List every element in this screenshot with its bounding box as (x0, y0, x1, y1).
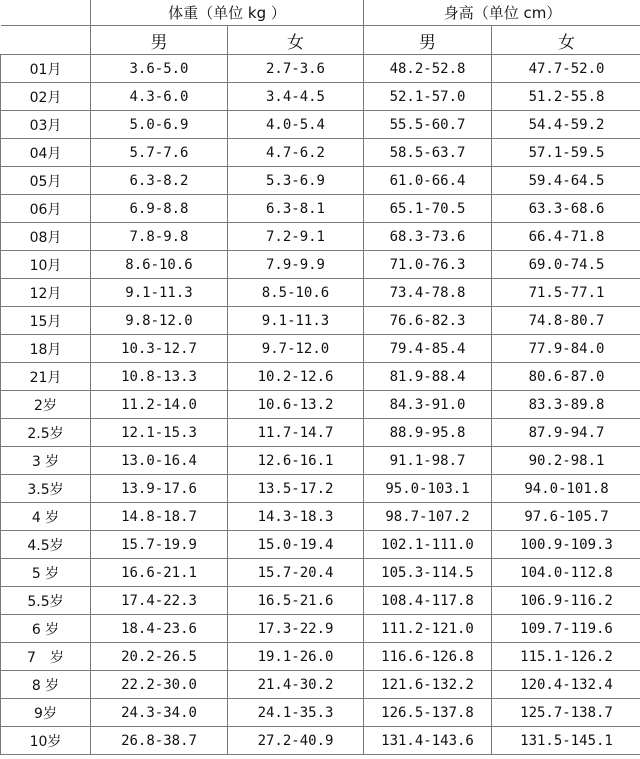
table-row (1, 307, 640, 335)
weight-female-cell: 2.7-3.6 (228, 55, 364, 83)
table-row (1, 391, 640, 419)
height-male-cell: 116.6-126.8 (364, 643, 492, 671)
weight-female-cell: 8.5-10.6 (228, 279, 364, 307)
weight-male-cell: 18.4-23.6 (91, 615, 228, 643)
weight-male-cell: 4.3-6.0 (91, 83, 228, 111)
height-female-cell: 54.4-59.2 (492, 111, 640, 139)
weight-male-cell: 9.1-11.3 (91, 279, 228, 307)
weight-female-cell: 7.9-9.9 (228, 251, 364, 279)
age-cell: 05月 (1, 167, 91, 195)
age-cell: 08月 (1, 223, 91, 251)
weight-female-cell: 5.3-6.9 (228, 167, 364, 195)
weight-female-cell: 11.7-14.7 (228, 419, 364, 447)
weight-male-cell: 6.9-8.8 (91, 195, 228, 223)
weight-male-cell: 13.9-17.6 (91, 475, 228, 503)
weight-female-cell: 15.0-19.4 (228, 531, 364, 559)
header-row-sex (1, 26, 640, 55)
height-male-cell: 71.0-76.3 (364, 251, 492, 279)
weight-female-cell: 6.3-8.1 (228, 195, 364, 223)
weight-female-cell: 14.3-18.3 (228, 503, 364, 531)
weight-female-cell: 17.3-22.9 (228, 615, 364, 643)
height-female-cell: 57.1-59.5 (492, 139, 640, 167)
weight-female-header: 女 (228, 26, 364, 55)
height-female-cell: 83.3-89.8 (492, 391, 640, 419)
weight-female-cell: 27.2-40.9 (228, 727, 364, 755)
weight-male-cell: 17.4-22.3 (91, 587, 228, 615)
age-cell: 12月 (1, 279, 91, 307)
height-female-cell: 94.0-101.8 (492, 475, 640, 503)
age-cell: 03月 (1, 111, 91, 139)
age-cell: 8 岁 (1, 671, 91, 699)
height-female-cell: 131.5-145.1 (492, 727, 640, 755)
height-female-cell: 80.6-87.0 (492, 363, 640, 391)
weight-header: 体重（单位 kg ） (91, 0, 364, 26)
height-male-cell: 91.1-98.7 (364, 447, 492, 475)
height-female-cell: 90.2-98.1 (492, 447, 640, 475)
weight-female-cell: 24.1-35.3 (228, 699, 364, 727)
table-row (1, 587, 640, 615)
height-female-cell: 115.1-126.2 (492, 643, 640, 671)
table-body (1, 55, 640, 755)
age-cell: 4 岁 (1, 503, 91, 531)
weight-female-cell: 15.7-20.4 (228, 559, 364, 587)
weight-male-cell: 5.7-7.6 (91, 139, 228, 167)
weight-female-cell: 10.6-13.2 (228, 391, 364, 419)
height-male-cell: 55.5-60.7 (364, 111, 492, 139)
weight-female-cell: 4.7-6.2 (228, 139, 364, 167)
height-male-cell: 108.4-117.8 (364, 587, 492, 615)
height-female-cell: 100.9-109.3 (492, 531, 640, 559)
table-row (1, 475, 640, 503)
table-row (1, 83, 640, 111)
weight-female-cell: 16.5-21.6 (228, 587, 364, 615)
weight-female-cell: 13.5-17.2 (228, 475, 364, 503)
height-female-cell: 77.9-84.0 (492, 335, 640, 363)
height-male-cell: 48.2-52.8 (364, 55, 492, 83)
age-cell: 2.5岁 (1, 419, 91, 447)
weight-female-cell: 4.0-5.4 (228, 111, 364, 139)
age-cell: 5 岁 (1, 559, 91, 587)
table-row (1, 223, 640, 251)
weight-male-cell: 11.2-14.0 (91, 391, 228, 419)
weight-male-cell: 10.8-13.3 (91, 363, 228, 391)
table-row (1, 559, 640, 587)
weight-female-cell: 12.6-16.1 (228, 447, 364, 475)
table-row (1, 335, 640, 363)
age-cell: 4.5岁 (1, 531, 91, 559)
height-female-cell: 74.8-80.7 (492, 307, 640, 335)
weight-male-cell: 8.6-10.6 (91, 251, 228, 279)
height-male-cell: 88.9-95.8 (364, 419, 492, 447)
weight-male-cell: 16.6-21.1 (91, 559, 228, 587)
table-row (1, 195, 640, 223)
height-male-cell: 52.1-57.0 (364, 83, 492, 111)
table-row (1, 531, 640, 559)
weight-male-cell: 13.0-16.4 (91, 447, 228, 475)
age-cell: 9岁 (1, 699, 91, 727)
weight-male-cell: 6.3-8.2 (91, 167, 228, 195)
table-row (1, 139, 640, 167)
weight-male-cell: 24.3-34.0 (91, 699, 228, 727)
weight-male-cell: 15.7-19.9 (91, 531, 228, 559)
weight-female-cell: 7.2-9.1 (228, 223, 364, 251)
height-male-cell: 98.7-107.2 (364, 503, 492, 531)
table-row (1, 419, 640, 447)
height-male-cell: 58.5-63.7 (364, 139, 492, 167)
height-male-cell: 126.5-137.8 (364, 699, 492, 727)
weight-female-cell: 10.2-12.6 (228, 363, 364, 391)
table-row (1, 447, 640, 475)
table-row (1, 55, 640, 83)
table-row (1, 615, 640, 643)
height-female-cell: 66.4-71.8 (492, 223, 640, 251)
height-header: 身高（单位 cm） (364, 0, 640, 26)
height-female-cell: 51.2-55.8 (492, 83, 640, 111)
age-cell: 7 岁 (1, 643, 91, 671)
table-row (1, 671, 640, 699)
height-female-cell: 125.7-138.7 (492, 699, 640, 727)
height-female-cell: 97.6-105.7 (492, 503, 640, 531)
height-male-cell: 102.1-111.0 (364, 531, 492, 559)
table-row (1, 279, 640, 307)
weight-female-cell: 9.1-11.3 (228, 307, 364, 335)
header-row-group (1, 0, 640, 26)
height-female-cell: 87.9-94.7 (492, 419, 640, 447)
weight-female-cell: 9.7-12.0 (228, 335, 364, 363)
height-female-cell: 109.7-119.6 (492, 615, 640, 643)
height-male-cell: 111.2-121.0 (364, 615, 492, 643)
height-male-header: 男 (364, 26, 492, 55)
table-row (1, 251, 640, 279)
age-cell: 10岁 (1, 727, 91, 755)
height-female-cell: 59.4-64.5 (492, 167, 640, 195)
age-cell: 21月 (1, 363, 91, 391)
weight-male-cell: 10.3-12.7 (91, 335, 228, 363)
weight-male-cell: 9.8-12.0 (91, 307, 228, 335)
age-cell: 3.5岁 (1, 475, 91, 503)
corner-cell (1, 26, 91, 55)
weight-male-cell: 5.0-6.9 (91, 111, 228, 139)
age-cell: 15月 (1, 307, 91, 335)
height-female-header: 女 (492, 26, 640, 55)
height-male-cell: 68.3-73.6 (364, 223, 492, 251)
weight-female-cell: 21.4-30.2 (228, 671, 364, 699)
height-male-cell: 95.0-103.1 (364, 475, 492, 503)
weight-female-cell: 19.1-26.0 (228, 643, 364, 671)
age-cell: 18月 (1, 335, 91, 363)
age-cell: 3 岁 (1, 447, 91, 475)
height-female-cell: 71.5-77.1 (492, 279, 640, 307)
height-male-cell: 131.4-143.6 (364, 727, 492, 755)
height-female-cell: 120.4-132.4 (492, 671, 640, 699)
table-row (1, 111, 640, 139)
height-male-cell: 121.6-132.2 (364, 671, 492, 699)
height-female-cell: 106.9-116.2 (492, 587, 640, 615)
weight-male-cell: 22.2-30.0 (91, 671, 228, 699)
height-female-cell: 47.7-52.0 (492, 55, 640, 83)
weight-male-cell: 3.6-5.0 (91, 55, 228, 83)
table-row (1, 727, 640, 755)
height-female-cell: 69.0-74.5 (492, 251, 640, 279)
age-cell: 2岁 (1, 391, 91, 419)
height-female-cell: 63.3-68.6 (492, 195, 640, 223)
weight-male-cell: 7.8-9.8 (91, 223, 228, 251)
table-row (1, 167, 640, 195)
height-male-cell: 105.3-114.5 (364, 559, 492, 587)
height-male-cell: 73.4-78.8 (364, 279, 492, 307)
table-row (1, 699, 640, 727)
weight-male-cell: 14.8-18.7 (91, 503, 228, 531)
weight-male-cell: 26.8-38.7 (91, 727, 228, 755)
age-cell: 02月 (1, 83, 91, 111)
height-male-cell: 79.4-85.4 (364, 335, 492, 363)
height-male-cell: 81.9-88.4 (364, 363, 492, 391)
age-cell: 01月 (1, 55, 91, 83)
height-male-cell: 61.0-66.4 (364, 167, 492, 195)
height-male-cell: 76.6-82.3 (364, 307, 492, 335)
height-male-cell: 84.3-91.0 (364, 391, 492, 419)
table-row (1, 643, 640, 671)
height-male-cell: 65.1-70.5 (364, 195, 492, 223)
weight-male-cell: 20.2-26.5 (91, 643, 228, 671)
corner-cell (1, 0, 91, 26)
table-row (1, 503, 640, 531)
weight-male-header: 男 (91, 26, 228, 55)
age-cell: 5.5岁 (1, 587, 91, 615)
age-cell: 6 岁 (1, 615, 91, 643)
table-row (1, 363, 640, 391)
weight-female-cell: 3.4-4.5 (228, 83, 364, 111)
age-cell: 04月 (1, 139, 91, 167)
height-female-cell: 104.0-112.8 (492, 559, 640, 587)
age-cell: 06月 (1, 195, 91, 223)
age-cell: 10月 (1, 251, 91, 279)
weight-male-cell: 12.1-15.3 (91, 419, 228, 447)
